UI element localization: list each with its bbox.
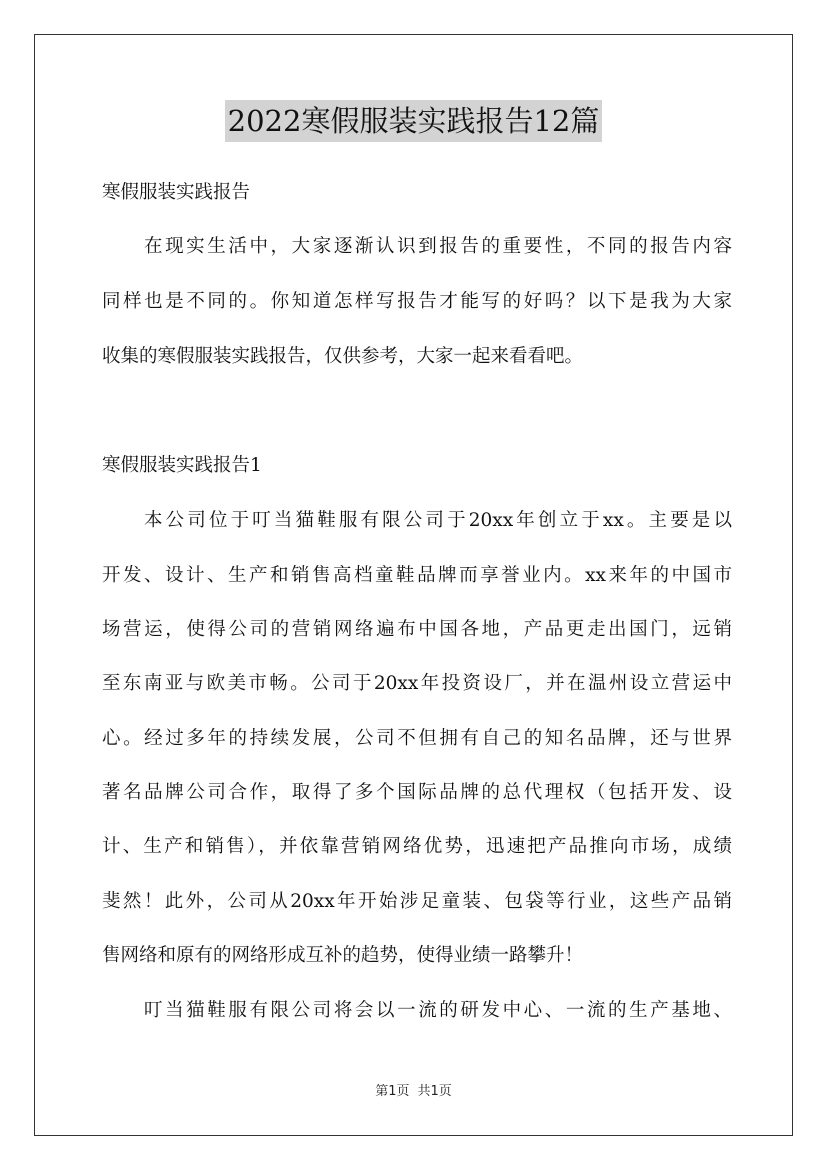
body-line: 售网络和原有的网络形成互补的趋势，使得业绩一路攀升！ <box>102 945 584 966</box>
document-title: 2022寒假服装实践报告12篇 <box>225 100 603 142</box>
section-heading: 寒假服装实践报告 <box>102 182 251 203</box>
body-line: 开发、设计、生产和销售高档童鞋品牌而享誉业内。xx来年的中国市 <box>102 565 732 586</box>
report-heading: 寒假服装实践报告1 <box>102 455 262 476</box>
body-line: 著名品牌公司合作，取得了多个国际品牌的总代理权（包括开发、设 <box>102 782 732 803</box>
title-container <box>0 100 827 142</box>
intro-line: 在现实生活中，大家逐渐认识到报告的重要性，不同的报告内容 <box>144 236 732 257</box>
body-line: 叮当猫鞋服有限公司将会以一流的研发中心、一流的生产基地、 <box>144 1000 732 1021</box>
page-total: 共1页 <box>417 1084 452 1099</box>
body-line: 计、生产和销售），并依靠营销网络优势，迅速把产品推向市场，成绩 <box>102 836 732 857</box>
body-line: 斐然！此外，公司从20xx年开始涉足童装、包袋等行业，这些产品销 <box>102 891 732 912</box>
body-line: 场营运，使得公司的营销网络遍布中国各地，产品更走出国门，远销 <box>102 619 732 640</box>
page-number: 第1页 <box>375 1084 410 1099</box>
intro-line: 同样也是不同的。你知道怎样写报告才能写的好吗？以下是我为大家 <box>102 291 732 312</box>
body-line: 至东南亚与欧美市畅。公司于20xx年投资设厂，并在温州设立营运中 <box>102 673 732 694</box>
intro-line: 收集的寒假服装实践报告，仅供参考，大家一起来看看吧。 <box>102 346 584 367</box>
body-line: 本公司位于叮当猫鞋服有限公司于20xx年创立于xx。主要是以 <box>144 510 732 531</box>
body-line: 心。经过多年的持续发展，公司不但拥有自己的知名品牌，还与世界 <box>102 728 732 749</box>
page-footer <box>0 1083 827 1101</box>
